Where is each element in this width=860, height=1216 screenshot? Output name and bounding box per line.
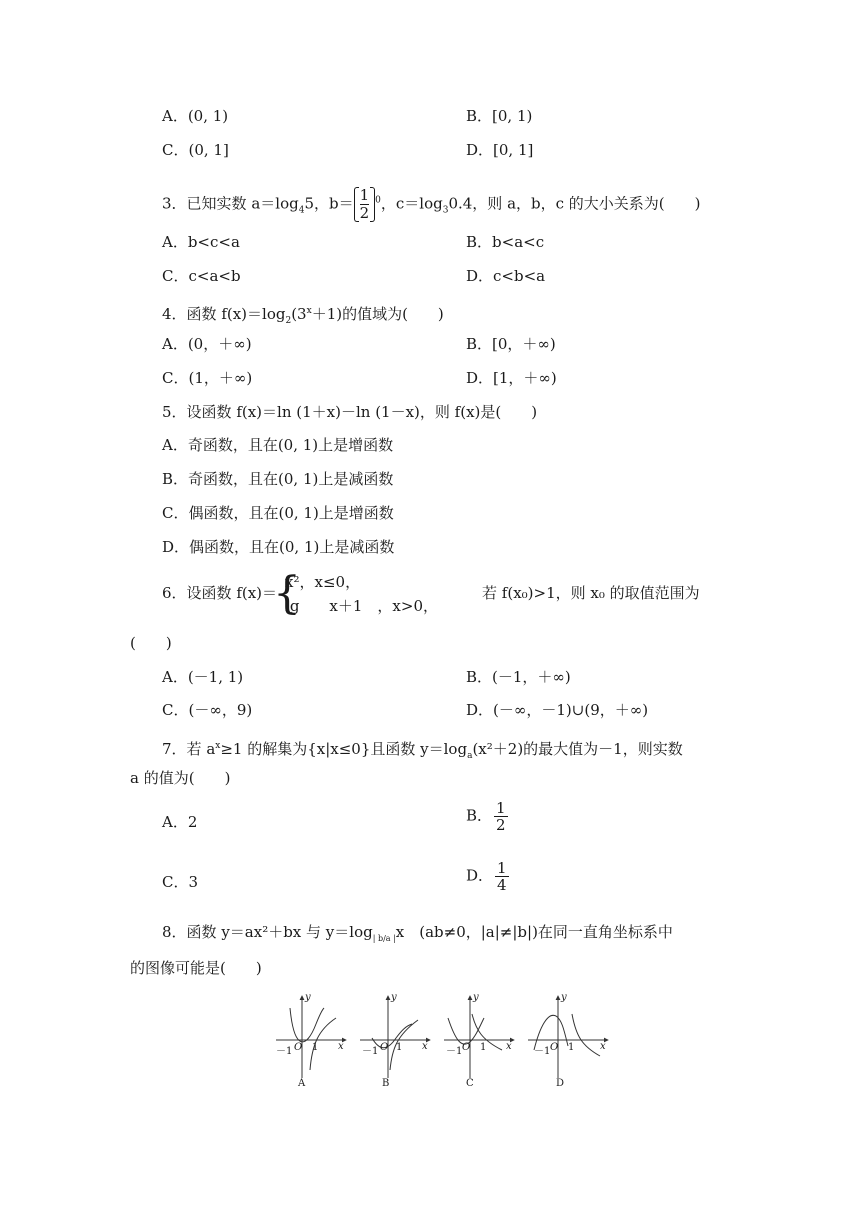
q8-graphs [272, 990, 612, 1092]
q5-option-b[interactable]: B．奇函数，且在(0, 1)上是减函数 [162, 470, 394, 488]
q7-option-d-fraction: $\frac{1}{4}$ [497, 859, 507, 894]
q3-stem: 3．已知实数 $a=\log_45$，b＝ $\frac{1}{2}$ $^0$，$c=\log_30.4$，则 a，b，c 的大小关系为( ) [162, 186, 701, 222]
graph-a-x-label: x [338, 1041, 344, 1052]
q3-option-d[interactable]: D．c<b<a [466, 267, 546, 285]
q3-option-c[interactable]: C．c<a<b [162, 267, 241, 285]
graph-d-y-label: y [561, 992, 567, 1003]
q8-stem-line2: 的图像可能是( ) [130, 959, 262, 977]
graph-b-tick-neg1: －1 [362, 1046, 379, 1057]
graph-b-caption: B [382, 1078, 390, 1089]
graph-a-caption: A [298, 1078, 306, 1089]
graph-b-origin: O [380, 1042, 389, 1053]
q6-number: 6． [162, 584, 187, 602]
q4-option-d[interactable]: D．[1，＋∞) [466, 369, 557, 387]
q8-stem-line1: 8．函数 y＝ax²＋bx 与 $y=\log_{| b/a |}x$ (ab≠0，|a|≠|b|)在同一直角坐标系中 [162, 923, 673, 943]
graph-b-tick-1: 1 [396, 1042, 403, 1053]
graph-b-y-label: y [391, 992, 397, 1003]
graph-a-tick-neg1: －1 [276, 1046, 293, 1057]
q4-option-a[interactable]: A．(0，＋∞) [162, 335, 252, 353]
q2-option-b[interactable]: B．[0, 1) [466, 107, 533, 125]
q4-number: 4． [162, 305, 187, 323]
graph-a-tick-1: 1 [312, 1042, 319, 1053]
q6-option-c[interactable]: C．(－∞，9) [162, 701, 253, 719]
graph-d[interactable] [528, 996, 608, 1078]
q4-stem: 4．函数 $f(x)=\log_2(3^x+1)$的值域为( ) [162, 305, 444, 326]
graph-b-x-label: x [422, 1041, 428, 1052]
graph-d-tick-1: 1 [568, 1042, 575, 1053]
q2-option-c[interactable]: C．(0, 1] [162, 141, 229, 159]
q6-answer-paren: ( ) [130, 634, 172, 652]
q4-option-c[interactable]: C．(1，＋∞) [162, 369, 253, 387]
graph-c-tick-neg1: －1 [446, 1046, 463, 1057]
q5-option-a[interactable]: A．奇函数，且在(0, 1)上是增函数 [162, 436, 394, 454]
graph-a-origin: O [294, 1042, 303, 1053]
q6-option-a[interactable]: A．(－1, 1) [162, 668, 244, 686]
graph-d-tick-neg1: －1 [534, 1046, 551, 1057]
q2-option-a[interactable]: A．(0, 1) [162, 107, 229, 125]
q5-option-d[interactable]: D．偶函数，且在(0, 1)上是减函数 [162, 538, 395, 556]
q7-option-a[interactable]: A．2 [162, 813, 198, 831]
q3-option-b[interactable]: B．b<a<c [466, 233, 545, 251]
q5-number: 5． [162, 403, 187, 421]
graph-c-x-label: x [506, 1041, 512, 1052]
graph-d-caption: D [556, 1078, 565, 1089]
q7-option-b[interactable]: B． $\frac{1}{2}$ [466, 799, 506, 834]
graph-b-log [390, 1020, 418, 1070]
q8-number: 8． [162, 923, 187, 941]
graph-a-parabola [290, 1008, 324, 1042]
q7-option-c[interactable]: C．3 [162, 873, 199, 891]
q7-number: 7． [162, 740, 187, 758]
graph-c[interactable] [444, 996, 514, 1078]
q3-number: 3． [162, 194, 187, 213]
graph-d-origin: O [550, 1042, 559, 1053]
graph-c-tick-1: 1 [480, 1042, 487, 1053]
q5-stem: 5．设函数 f(x)＝ln (1＋x)－ln (1－x)，则 f(x)是( ) [162, 403, 538, 421]
q4-option-b[interactable]: B．[0，＋∞) [466, 335, 556, 353]
graph-c-caption: C [466, 1078, 474, 1089]
q3-option-a[interactable]: A．b<c<a [162, 233, 240, 251]
q6-piecewise: { x²，x≤0， lg x＋1 ，x>0， [277, 570, 438, 618]
graph-c-origin: O [462, 1042, 471, 1053]
q7-option-b-fraction: $\frac{1}{2}$ [496, 799, 506, 834]
q7-stem-line1: 7．若 $a^x\ge 1$ 的解集为{x|x≤0}且函数 $y=\log_a(x^2+2)$的最大值为－1，则实数 [162, 740, 683, 761]
q6-option-b[interactable]: B．(－1，＋∞) [466, 668, 571, 686]
graph-d-log [572, 1014, 600, 1056]
q7-option-d[interactable]: D． $\frac{1}{4}$ [466, 859, 507, 894]
q7-stem-line2: a 的值为( ) [130, 769, 231, 787]
q6-option-d[interactable]: D．(－∞，－1)∪(9，＋∞) [466, 701, 649, 719]
graph-c-y-label: y [473, 992, 479, 1003]
graph-a-y-label: y [305, 992, 311, 1003]
graph-d-x-label: x [600, 1041, 606, 1052]
q2-option-d[interactable]: D．[0, 1] [466, 141, 534, 159]
graph-b[interactable] [360, 996, 430, 1078]
graph-a[interactable] [276, 996, 346, 1078]
q5-option-c[interactable]: C．偶函数，且在(0, 1)上是增函数 [162, 504, 394, 522]
q8-graphs-svg [272, 990, 612, 1092]
q3-b-fraction: $\frac{1}{2}$ [354, 187, 376, 222]
q6-stem: 6．设函数 f(x)＝ { x²，x≤0， lg x＋1 ，x>0， 若 f(x₀)>1，则 x₀ 的取值范围为 [162, 570, 700, 618]
